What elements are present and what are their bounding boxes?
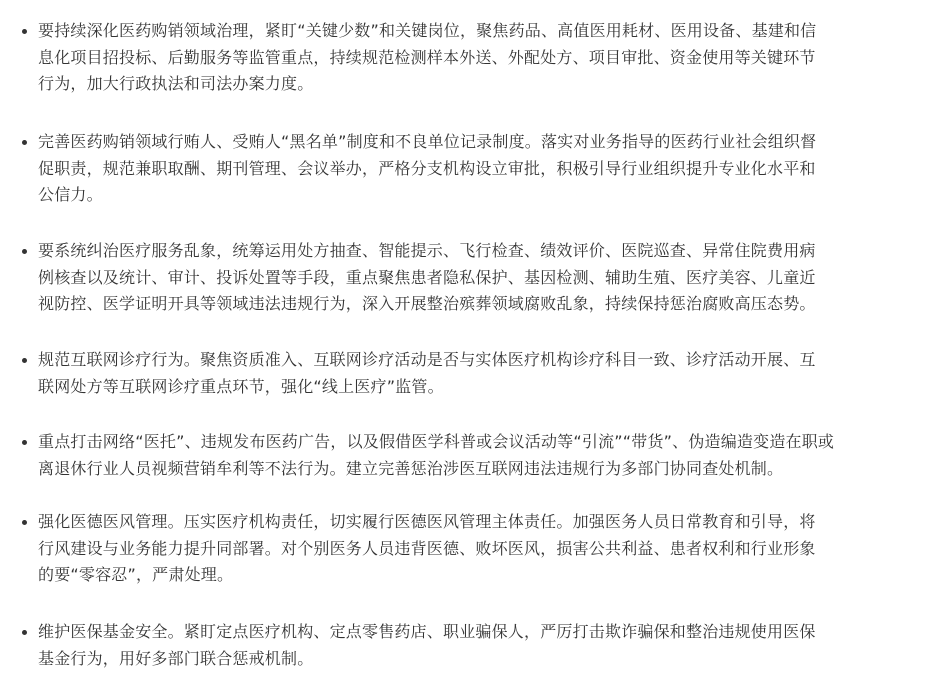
text-line: 例核查以及统计、审计、投诉处置等手段，重点聚焦患者隐私保护、基因检测、辅助生殖、医疗美容、儿童近	[38, 267, 816, 287]
text-line: 联网处方等互联网诊疗重点环节，强化“线上医疗”监管。	[38, 376, 444, 396]
list-item	[38, 619, 908, 672]
list-item	[38, 129, 908, 209]
text-line: 要持续深化医药购销领域治理，紧盯“关键少数”和关键岗位，聚焦药品、高值医用耗材、医用设备、基建和信	[38, 21, 817, 40]
text-line: 促职责，规范兼职取酬、期刊管理、会议举办，严格分支机构设立审批，积极引导行业组织提升专业化水平和	[38, 158, 816, 178]
list-item	[38, 347, 908, 400]
text-line: 公信力。	[38, 185, 103, 204]
text-line: 规范互联网诊疗行为。聚焦资质准入、互联网诊疗活动是否与实体医疗机构诊疗科目一致、诊疗活动开展、互	[38, 350, 816, 369]
list-item	[38, 509, 908, 589]
text-line: 的要“零容忍”，严肃处理。	[38, 565, 234, 584]
list-item	[38, 238, 908, 318]
text-line: 强化医德医风管理。压实医疗机构责任，切实履行医德医风管理主体责任。加强医务人员日常教育和引导，将	[38, 512, 816, 531]
text-line: 要系统纠治医疗服务乱象，统筹运用处方抽查、智能提示、飞行检查、绩效评价、医院巡查、异常住院费用病	[38, 241, 816, 260]
text-line: 完善医药购销领域行贿人、受贿人“黑名单”制度和不良单位记录制度。落实对业务指导的医药行业社会组织督	[38, 132, 817, 151]
text-line: 重点打击网络“医托”、违规发布医药广告，以及假借医学科普或会议活动等“引流”“带货”、伪造编造变造在职或	[38, 432, 835, 451]
text-line: 维护医保基金安全。紧盯定点医疗机构、定点零售药店、职业骗保人，严厉打击欺诈骗保和整治违规使用医保	[38, 622, 816, 641]
list-item	[38, 18, 908, 98]
text-line: 息化项目招投标、后勤服务等监管重点，持续规范检测样本外送、外配处方、项目审批、资金使用等关键环节	[38, 47, 816, 67]
list-item	[38, 429, 908, 482]
text-line: 基金行为，用好多部门联合惩戒机制。	[38, 648, 314, 668]
text-line: 离退休行业人员视频营销牟利等不法行为。建立完善惩治涉医互联网违法违规行为多部门协同查处机制。	[38, 458, 784, 478]
text-line: 视防控、医学证明开具等领域违法违规行为，深入开展整治殡葬领域腐败乱象，持续保持惩治腐败高压态势。	[38, 294, 816, 313]
text-line: 行为，加大行政执法和司法办案力度。	[38, 74, 314, 93]
text-line: 行风建设与业务能力提升同部署。对个别医务人员违背医德、败坏医风，损害公共利益、患者权利和行业形象	[38, 538, 816, 558]
